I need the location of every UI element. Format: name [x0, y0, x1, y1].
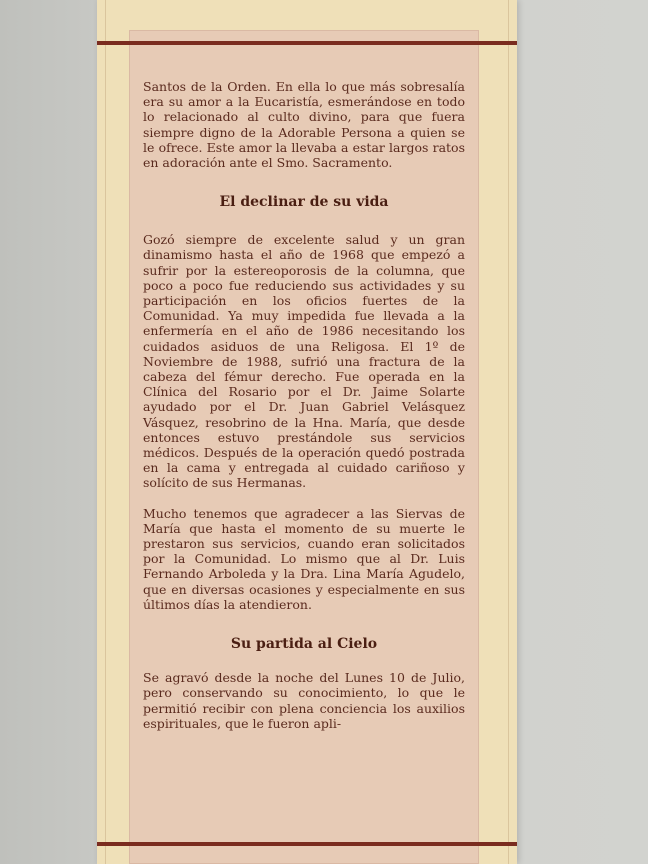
page-edge [508, 0, 509, 864]
section-heading-departure: Su partida al Cielo [230, 636, 378, 653]
decline-paragraph-1: Gozó siempre de excelente salud y un gran dinamismo hasta el año de 1968 que empezó a sufrir por la estereoporosis de la columna, que poco a poco fue reduciendo sus actividades y su participación en los oficios fuertes de la Comunidad. Ya muy impedida fue llevada a la enfermería en el año de 1986 necesitando los cuidados asiduos de una Religosa. El 1º de Noviembre de 1988, sufrió una fractura de la cabeza del fémur derecho. Fue operada en la Clínica del Rosario por el Dr. Jaime Solarte ayudado por el Dr. Juan Gabriel Velásquez Vásquez, resobrino de la Hna. María, que desde entonces estuvo prestándole sus servicios médicos. Después de la operación quedó postrada en la cama y entregada al cuidado cariñoso y solícito de sus Hermanas. [143, 232, 465, 491]
departure-paragraph-1: Se agravó desde la noche del Lunes 10 de Julio, pero conservando su conocimiento, lo que le permitió recibir con plena conciencia los auxilios espirituales, que le fueron apli- [143, 670, 465, 731]
bottom-fold-line [97, 842, 517, 846]
page-edge [105, 0, 106, 864]
document-body [143, 79, 465, 731]
top-fold-line [97, 41, 517, 45]
section-heading-decline: El declinar de su vida [219, 194, 389, 211]
brochure-page [97, 0, 517, 864]
decline-paragraph-2: Mucho tenemos que agradecer a las Siervas de María que hasta el momento de su muerte le prestaron sus servicios, cuando eran solicitados por la Comunidad. Lo mismo que al Dr. Luis Fernando Arboleda y la Dra. Lina María Agudelo, que en diversas ocasiones y especialmente en sus últimos días la atendieron. [143, 505, 465, 612]
intro-paragraph: Santos de la Orden. En ella lo que más sobresalía era su amor a la Eucaristía, esmerándose en todo lo relacionado al culto divino, para que fuera siempre digno de la Adorable Persona a quien se le ofrece. Este amor la llevaba a estar largos ratos en adoración ante el Smo. Sacramento. [143, 79, 465, 171]
text-panel [129, 30, 479, 864]
